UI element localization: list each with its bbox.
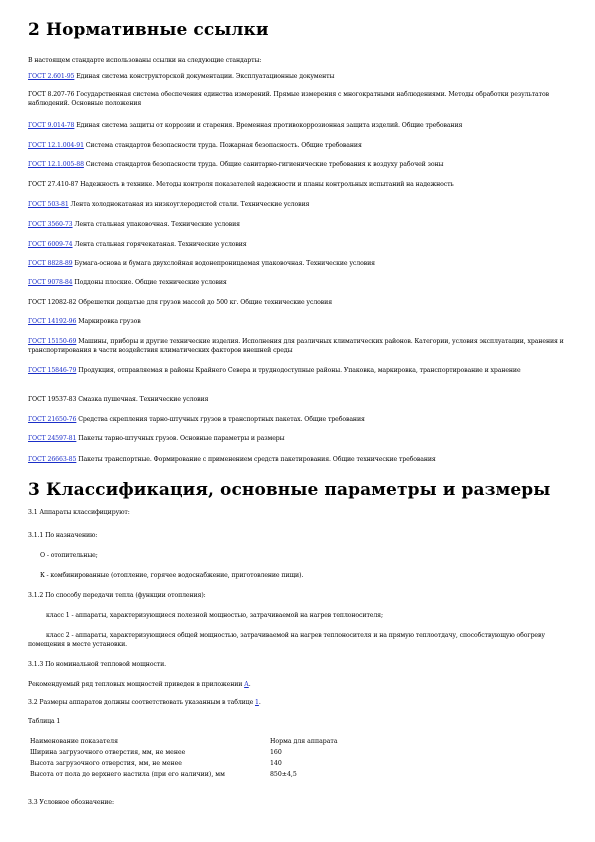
reference-item <box>28 415 568 424</box>
purpose-o: О - отопительные; <box>40 552 98 559</box>
table-cell: 850±4,5 <box>270 771 297 778</box>
paragraph-3-2-end: . <box>258 699 261 706</box>
standard-title: Смазка пушечная. Технические условия <box>76 396 209 403</box>
paragraph-3-2 <box>28 698 568 707</box>
reference-item <box>28 141 568 150</box>
reference-item <box>28 317 568 326</box>
standard-code: ГОСТ 27.410-87 <box>28 181 79 188</box>
parameters-table <box>28 738 358 782</box>
annex-reference-text: Рекомендуемый ряд тепловых мощностей приведен в приложении <box>28 681 245 688</box>
paragraph-3-1-2: 3.1.2 По способу передачи тепла (функции отопления): <box>28 592 206 599</box>
reference-item <box>28 240 568 249</box>
annex-a-link[interactable]: А <box>244 681 249 688</box>
standard-link[interactable]: ГОСТ 503-81 <box>28 201 69 208</box>
standard-title: Пакеты тарно-штучных грузов. Основные параметры и размеры <box>76 435 285 442</box>
table-cell: Наименование показателя <box>30 738 118 745</box>
standard-title: Государственная система обеспечения единства измерений. Прямые измерения с многократными наблюдениями. Методы обработки результатов наблюдений. Основные положения <box>28 91 549 107</box>
standard-title: Единая система конструкторской документации. Эксплуатационные документы <box>74 73 335 80</box>
standard-link[interactable]: ГОСТ 12.1.004-91 <box>28 142 84 149</box>
standard-link[interactable]: ГОСТ 24597-81 <box>28 435 77 442</box>
reference-item <box>28 434 568 443</box>
table-cell: Высота от пола до верхнего настила (при его наличии), мм <box>30 771 225 778</box>
standard-title: Обрешетки дощатые для грузов массой до 500 кг. Общие технические условия <box>76 299 333 306</box>
standard-title: Лента стальная упаковочная. Технические условия <box>72 221 240 228</box>
annex-reference-paragraph <box>28 680 568 689</box>
standard-title: Система стандартов безопасности труда. Общие санитарно-гигиенические требования к воздуху рабочей зоны <box>83 161 444 168</box>
standard-title: Бумага-основа и бумага двухслойная водонепроницаемая упаковочная. Технические условия <box>72 260 375 267</box>
standard-link[interactable]: ГОСТ 3560-73 <box>28 221 73 228</box>
standard-title: Надежность в технике. Методы контроля показателей надежности и планы контрольных испытаний на надежность <box>78 181 454 188</box>
section-2-intro: В настоящем стандарте использованы ссылки на следующие стандарты: <box>28 57 262 64</box>
table-row <box>28 749 358 760</box>
table-row <box>28 760 358 771</box>
reference-item <box>28 455 568 464</box>
standard-title: Пакеты транспортные. Формирование с применением средств пакетирования. Общие технические требования <box>76 456 436 463</box>
standard-link[interactable]: ГОСТ 8828-89 <box>28 260 73 267</box>
table-header-row <box>28 738 358 749</box>
paragraph-3-2-text: 3.2 Размеры аппаратов должны соответствовать указанным в таблице <box>28 699 256 706</box>
paragraph-3-1-1: 3.1.1 По назначению: <box>28 532 98 539</box>
reference-item <box>28 337 568 355</box>
section-3-heading: 3 Классификация, основные параметры и размеры <box>28 480 551 500</box>
table-cell: Ширина загрузочного отверстия, мм, не менее <box>30 749 186 756</box>
table-caption: Таблица 1 <box>28 718 61 725</box>
standard-link[interactable]: ГОСТ 26663-85 <box>28 456 77 463</box>
standard-title: Поддоны плоские. Общие технические условия <box>72 279 227 286</box>
reference-item <box>28 72 568 81</box>
standard-title: Лента холоднокатаная из низкоуглеродистой стали. Технические условия <box>68 201 310 208</box>
standard-title: Система стандартов безопасности труда. Пожарная безопасность. Общие требования <box>83 142 362 149</box>
annex-reference-end: . <box>248 681 251 688</box>
reference-item <box>28 259 568 268</box>
standard-link[interactable]: ГОСТ 9078-84 <box>28 279 73 286</box>
standard-link[interactable]: ГОСТ 6009-74 <box>28 241 73 248</box>
standard-title: Машины, приборы и другие технические изделия. Исполнения для различных климатических районов. Категории, условия эксплуатации, хранения и транспортирования в части воздействия климатических факторов внешней среды <box>28 338 564 354</box>
table-row <box>28 771 358 782</box>
table-cell: Высота загрузочного отверстия, мм, не менее <box>30 760 182 767</box>
standard-link[interactable]: ГОСТ 21650-76 <box>28 416 77 423</box>
standard-title: Продукция, отправляемая в районы Крайнего Севера и труднодоступные районы. Упаковка, маркировка, транспортирование и хранение <box>76 367 521 374</box>
standard-title: Лента стальная горячекатаная. Технические условия <box>72 241 247 248</box>
table-cell: Норма для аппарата <box>270 738 338 745</box>
standard-link[interactable]: ГОСТ 15846-79 <box>28 367 77 374</box>
reference-item <box>28 395 568 404</box>
class-2: класс 2 - аппараты, характеризующиеся общей мощностью, затрачиваемой на нагрев теплоносителя и на прямую теплоотдачу, способствующую обогреву помещения в месте установки. <box>28 632 545 648</box>
table-cell: 140 <box>270 760 282 767</box>
class-1: класс 1 - аппараты, характеризующиеся полезной мощностью, затрачиваемой на нагрев теплоносителя; <box>46 612 383 619</box>
standard-code: ГОСТ 12082-82 <box>28 299 77 306</box>
table-1-link[interactable]: 1 <box>255 699 259 706</box>
reference-item <box>28 121 568 130</box>
standard-link[interactable]: ГОСТ 2.601-95 <box>28 73 75 80</box>
section-2-heading: 2 Нормативные ссылки <box>28 20 269 40</box>
table-cell: 160 <box>270 749 282 756</box>
standard-code: ГОСТ 8.207-76 <box>28 91 75 98</box>
reference-item <box>28 298 568 307</box>
paragraph-3-3: 3.3 Условное обозначение: <box>28 799 114 806</box>
standard-code: ГОСТ 19537-83 <box>28 396 77 403</box>
reference-item <box>28 160 568 169</box>
reference-item <box>28 200 568 209</box>
paragraph-3-1: 3.1 Аппараты классифицируют: <box>28 509 130 516</box>
standard-title: Средства скрепления тарно-штучных грузов в транспортных пакетах. Общие требования <box>76 416 365 423</box>
standard-title: Маркировка грузов <box>76 318 141 325</box>
reference-item <box>28 180 568 189</box>
standard-link[interactable]: ГОСТ 15150-69 <box>28 338 77 345</box>
standard-link[interactable]: ГОСТ 14192-96 <box>28 318 77 325</box>
reference-item <box>28 278 568 287</box>
purpose-k: К - комбинированные (отопление, горячее водоснабжение, приготовление пищи). <box>40 572 304 579</box>
standard-title: Единая система защиты от коррозии и старения. Временная противокоррозионная защита изделий. Общие требования <box>74 122 463 129</box>
standard-link[interactable]: ГОСТ 9.014-78 <box>28 122 75 129</box>
reference-item <box>28 220 568 229</box>
standard-link[interactable]: ГОСТ 12.1.005-88 <box>28 161 84 168</box>
reference-item <box>28 366 568 375</box>
reference-item <box>28 90 568 108</box>
paragraph-3-1-3: 3.1.3 По номинальной тепловой мощности. <box>28 661 167 668</box>
